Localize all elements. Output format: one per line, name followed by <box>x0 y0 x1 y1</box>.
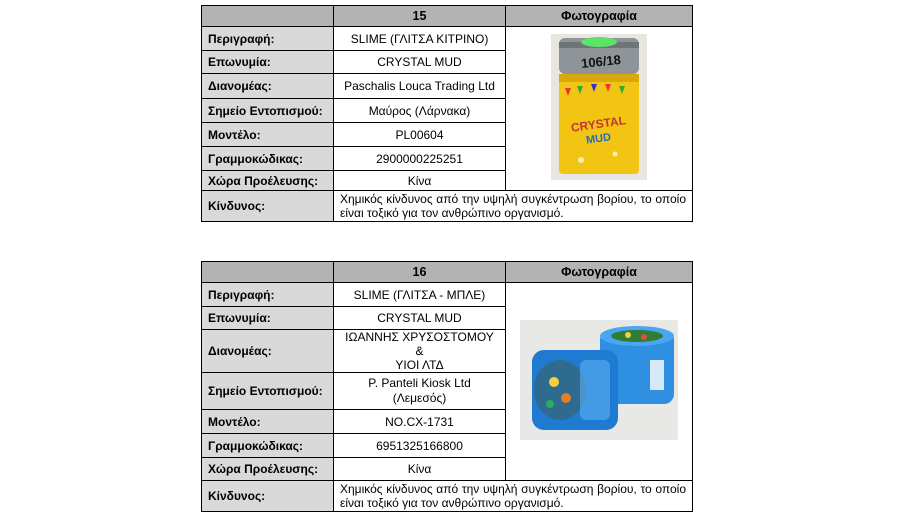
distributor-line-2: ΥΙΟΙ ΛΤΔ <box>395 358 444 372</box>
product-card-15 <box>201 5 693 222</box>
value-risk: Χημικός κίνδυνος από την υψηλή συγκέντρωση βορίου, το οποίο είναι τοξικό για τον ανθρώπινο οργανισμό. <box>334 481 693 512</box>
location-line-2: (Λεμεσός) <box>392 391 447 405</box>
location-line-1: P. Panteli Kiosk Ltd <box>368 376 471 390</box>
product-card-16 <box>201 261 693 512</box>
jar-brand-text-1: CRYSTAL <box>570 113 627 135</box>
label-risk: Κίνδυνος: <box>202 481 334 512</box>
value-distributor <box>334 330 506 373</box>
label-description: Περιγραφή: <box>202 283 334 307</box>
value-origin: Κίνα <box>334 458 506 481</box>
blue-slime-jars-photo <box>520 320 678 440</box>
product-photo-cell <box>506 27 693 191</box>
header-blank <box>202 6 334 27</box>
label-distributor: Διανομέας: <box>202 330 334 373</box>
value-origin: Κίνα <box>334 171 506 191</box>
value-location: Μαύρος (Λάρνακα) <box>334 99 506 123</box>
yellow-slime-jar-photo <box>551 34 647 180</box>
jar-brand-text-2: MUD <box>585 131 612 147</box>
label-barcode: Γραμμοκώδικας: <box>202 434 334 458</box>
value-barcode: 6951325166800 <box>334 434 506 458</box>
label-origin: Χώρα Προέλευσης: <box>202 458 334 481</box>
photo-header: Φωτογραφία <box>506 6 693 27</box>
lid-marking: 106/18 <box>580 51 622 72</box>
product-photo-cell <box>506 283 693 481</box>
entry-number: 15 <box>334 6 506 27</box>
label-brand: Επωνυμία: <box>202 51 334 74</box>
entry-number: 16 <box>334 262 506 283</box>
value-risk: Χημικός κίνδυνος από την υψηλή συγκέντρωση βορίου, το οποίο είναι τοξικό για τον ανθρώπινο οργανισμό. <box>334 191 693 222</box>
value-location <box>334 373 506 410</box>
value-model: NO.CX-1731 <box>334 410 506 434</box>
label-distributor: Διανομέας: <box>202 74 334 99</box>
label-model: Μοντέλο: <box>202 123 334 147</box>
label-barcode: Γραμμοκώδικας: <box>202 147 334 171</box>
value-brand: CRYSTAL MUD <box>334 51 506 74</box>
label-brand: Επωνυμία: <box>202 307 334 330</box>
header-blank <box>202 262 334 283</box>
value-distributor: Paschalis Louca Trading Ltd <box>334 74 506 99</box>
value-barcode: 2900000225251 <box>334 147 506 171</box>
value-description: SLIME (ΓΛΙΤΣΑ - ΜΠΛΕ) <box>334 283 506 307</box>
label-location: Σημείο Εντοπισμού: <box>202 99 334 123</box>
distributor-line-1: ΙΩΑΝΝΗΣ ΧΡΥΣΟΣΤΟΜΟΥ & <box>345 330 494 358</box>
label-description: Περιγραφή: <box>202 27 334 51</box>
label-risk: Κίνδυνος: <box>202 191 334 222</box>
label-origin: Χώρα Προέλευσης: <box>202 171 334 191</box>
value-model: PL00604 <box>334 123 506 147</box>
label-location: Σημείο Εντοπισμού: <box>202 373 334 410</box>
value-brand: CRYSTAL MUD <box>334 307 506 330</box>
label-model: Μοντέλο: <box>202 410 334 434</box>
value-description: SLIME (ΓΛΙΤΣΑ ΚΙΤΡΙΝΟ) <box>334 27 506 51</box>
photo-header: Φωτογραφία <box>506 262 693 283</box>
